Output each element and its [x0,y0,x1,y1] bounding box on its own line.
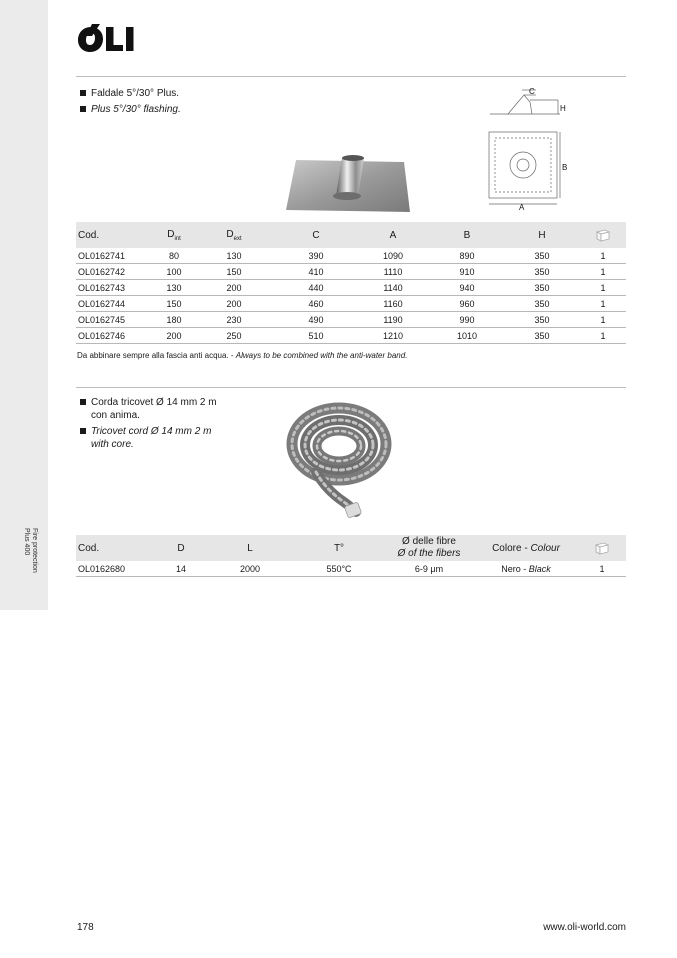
cell-b: 890 [430,248,504,264]
cell-dint: 130 [156,280,192,296]
cell-fibre: 6-9 μm [384,561,474,577]
cell-cod: OL0162745 [76,312,156,328]
cell-qty: 1 [580,248,626,264]
side-strip [0,0,48,610]
cell-a: 1210 [356,328,430,344]
cell-dint: 150 [156,296,192,312]
cell-dint: 80 [156,248,192,264]
diagram-label-a: A [519,203,525,212]
cell-cod: OL0162743 [76,280,156,296]
header-qty [578,535,626,561]
product1-title [80,87,181,116]
cell-t: 550°C [294,561,384,577]
cell-c: 410 [276,264,356,280]
cell-b: 990 [430,312,504,328]
product2-name-it: Corda tricovet Ø 14 mm 2 m con anima. [80,396,217,422]
table-header-row [76,222,626,248]
header-c: C [276,222,356,248]
table-row [76,561,626,577]
table-header-row [76,535,626,561]
cell-dint: 200 [156,328,192,344]
product1-name-en: Plus 5°/30° flashing. [80,103,181,116]
website-link[interactable]: www.oli-world.com [543,922,626,933]
header-qty [580,222,626,248]
cell-dext: 200 [192,280,276,296]
header-dext: $D_{ext}$ [192,222,276,248]
cell-b: 910 [430,264,504,280]
table-row [76,296,626,312]
cell-cod: OL0162746 [76,328,156,344]
cell-c: 490 [276,312,356,328]
product2-name-en: Tricovet cord Ø 14 mm 2 m with core. [80,425,217,451]
header-l: L [206,535,294,561]
diagram-label-b: B [562,163,568,172]
header-cod: Cod. [76,535,156,561]
cell-l: 2000 [206,561,294,577]
cell-qty: 1 [580,280,626,296]
cell-colour: Nero - Black [474,561,578,577]
product2-table [76,535,626,577]
section-label-line1: Fire protection [31,528,38,573]
cell-a: 1110 [356,264,430,280]
table-row [76,312,626,328]
cell-h: 350 [504,280,580,296]
cell-c: 440 [276,280,356,296]
cell-c: 390 [276,248,356,264]
cell-qty: 1 [580,328,626,344]
header-b: B [430,222,504,248]
cell-qty: 1 [580,264,626,280]
cord-photo [286,398,392,520]
table-row [76,264,626,280]
cell-dint: 100 [156,264,192,280]
cell-h: 350 [504,328,580,344]
cell-qty: 1 [580,296,626,312]
cell-a: 1090 [356,248,430,264]
flashing-photo [286,152,410,214]
table-row [76,248,626,264]
oli-logo [78,24,138,54]
header-cod: Cod. [76,222,156,248]
package-icon [594,541,610,555]
cell-b: 1010 [430,328,504,344]
header-fibre: Ø delle fibre Ø of the fibers [384,535,474,561]
table-row [76,280,626,296]
cell-a: 1160 [356,296,430,312]
cell-dext: 230 [192,312,276,328]
cell-dint: 180 [156,312,192,328]
divider-top [76,76,626,77]
cell-a: 1140 [356,280,430,296]
cell-a: 1190 [356,312,430,328]
cell-cod: OL0162741 [76,248,156,264]
section-label-line2: Plus 400 [23,528,30,556]
cell-cod: OL0162742 [76,264,156,280]
cell-dext: 150 [192,264,276,280]
cell-cod: OL0162680 [76,561,156,577]
cell-h: 350 [504,296,580,312]
diagram-label-h: H [560,104,566,113]
header-h: H [504,222,580,248]
cell-dext: 250 [192,328,276,344]
header-dint: $D_{int}$ [156,222,192,248]
cell-c: 510 [276,328,356,344]
cell-cod: OL0162744 [76,296,156,312]
product1-name-it: Faldale 5°/30° Plus. [80,87,181,100]
cell-d: 14 [156,561,206,577]
header-a: A [356,222,430,248]
cell-h: 350 [504,248,580,264]
flashing-diagram [486,86,572,212]
divider-middle [76,387,626,388]
header-d: D [156,535,206,561]
cell-h: 350 [504,312,580,328]
cell-b: 960 [430,296,504,312]
product1-table [76,222,626,344]
cell-b: 940 [430,280,504,296]
product1-note: Da abbinare sempre alla fascia anti acqua. - Always to be combined with the anti-water band. [77,351,408,360]
table-row [76,328,626,344]
cell-dext: 130 [192,248,276,264]
header-t: T° [294,535,384,561]
cell-c: 460 [276,296,356,312]
section-label [22,528,38,598]
cell-qty: 1 [578,561,626,577]
cell-qty: 1 [580,312,626,328]
cell-dext: 200 [192,296,276,312]
product2-title [80,396,217,451]
diagram-label-c: C [529,87,535,96]
cell-h: 350 [504,264,580,280]
package-icon [595,228,611,242]
page-number: 178 [77,922,94,933]
header-colour: Colore - Colour [474,535,578,561]
